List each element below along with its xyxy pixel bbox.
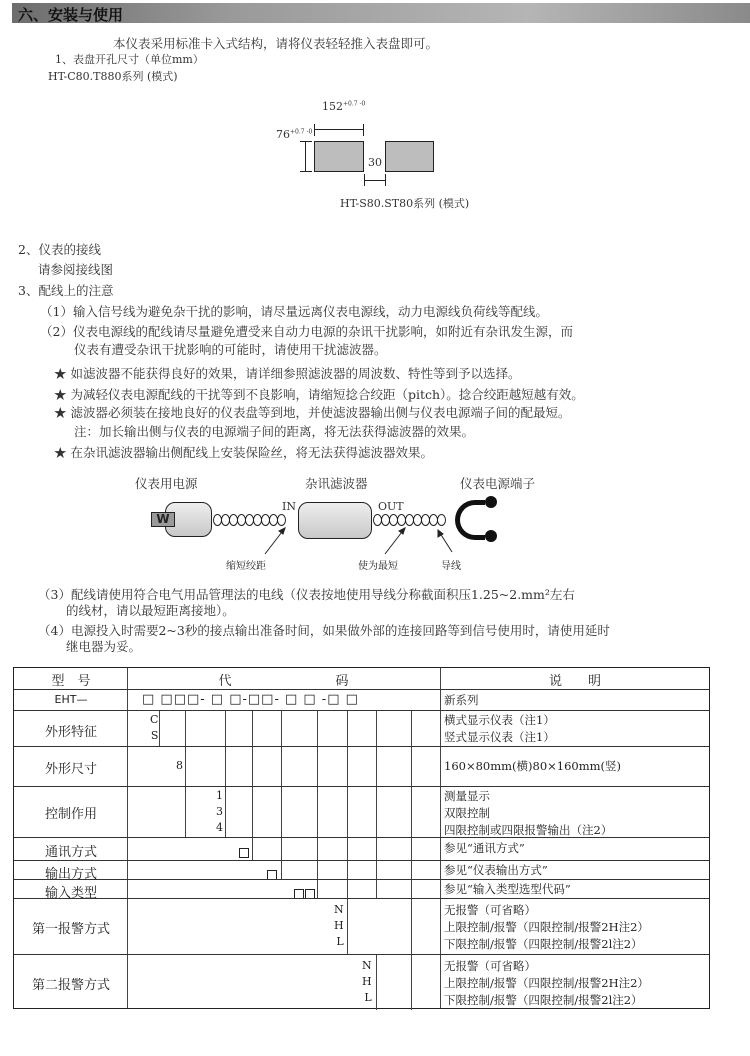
row-label: 输入类型 [44,886,97,901]
model-desc: 新系列 [444,693,479,707]
series1-caption: HT-C80.T880系列 (模式) [48,70,178,83]
row-desc: 参见“通讯方式” [444,841,525,855]
star-note-2: ★ 为减轻仪表电源配线的干扰等到不良影响，请缩短捻合绞距（pitch）。捻合绞距越短越有效。 [54,387,584,402]
row-desc: 无报警（可省略） 上限控制/报警（四限控制/报警2H注2） 下限控制/报警（四限控制/报警2l注2） [444,903,649,951]
table-row [14,710,709,746]
terminal-label: 仪表电源端子 [460,476,536,491]
code-value: 8 [176,759,183,772]
row-label: 第二报警方式 [31,978,110,993]
width-tol: +0.7 -0 [343,100,366,108]
section-title: 六、安装与使用 [18,6,124,24]
star-note-4: ★ 在杂讯滤波器输出侧配线上安装保险丝，将无法获得滤波器效果。 [54,445,433,460]
note-4: （4）电源投入时需要2~3秒的接点输出准备时间，如果做外部的连接回路等到信号使用时，请使用延时 [38,623,610,638]
note-4-cont: 继电器为妥。 [66,639,142,654]
star-text: 滤波器必须装在接地良好的仪表盘等到地，并使滤波器输出侧与仪表电源端子间的配最短。 [70,405,571,420]
table-row [14,954,709,1010]
model-code-table [13,667,710,1009]
row-desc: 横式显示仪表（注1） 竖式显示仪表（注1） [444,713,555,744]
power-w-marker: W [151,512,175,527]
header-model: 型 号 [51,674,91,689]
star-text: 为减轻仪表电源配线的干扰等到不良影响，请缩短捻合绞距（pitch）。捻合绞距越短越有效。 [70,387,584,402]
note-2: （2）仪表电源线的配线请尽量避免遭受来自动力电源的杂讯干扰影响，如附近有杂讯发生源，而 [40,324,573,339]
item3-heading: 3、配线上的注意 [18,283,114,298]
table-row [14,786,709,837]
star-note-3: ★ 滤波器必须装在接地良好的仪表盘等到地，并使滤波器输出侧与仪表电源端子间的配最短。 [54,405,571,420]
note-3: （3）配线请使用符合电气用品管理法的电线（仪表按地使用导线分称截面积压1.25~2.mm²左右 [38,587,575,602]
item1-heading: 1、表盘开孔尺寸（单位mm） [55,53,204,66]
code-value: N H L [334,903,344,948]
arrow-label-shortest: 使为最短 [358,561,398,572]
code-value: N H L [362,959,372,1004]
header-desc: 说 明 [548,674,601,689]
item2-text: 请参阅接线图 [38,262,114,277]
out-label: OUT [378,500,404,513]
star-text: 如滤波器不能获得良好的效果，请详细参照滤波器的周波数、特性等到予以选择。 [70,366,521,381]
note-1: （1）输入信号线为避免杂干扰的影响，请尽量远离仪表电源线，动力电源线负荷线等配线。 [40,304,548,319]
model-prefix: EHT— [54,693,88,706]
arrow-label-twist: 缩短绞距 [226,561,266,572]
intro-text: 本仪表采用标准卡入式结构，请将仪表轻轻推入表盘即可。 [113,36,439,51]
star-note-1: ★ 如滤波器不能获得良好的效果，请详细参照滤波器的周波数、特性等到予以选择。 [54,366,521,381]
height-tol: +0.7 -0 [290,128,313,136]
table-row-model [14,689,709,710]
row-label: 外形特征 [44,725,97,740]
table-row [14,746,709,786]
code-pattern: □ □□□- □ □-□□- □ □ -□ □ [142,692,359,707]
code-value: C S [150,713,159,742]
table-header [14,668,709,689]
star-note-3-remark: 注：加长输出侧与仪表的电源端子间的距离，将无法获得滤波器的效果。 [74,424,475,439]
row-desc: 参见“输入类型选型代码” [444,882,571,896]
filter-label: 杂讯滤波器 [305,476,368,491]
arrow-label-wire: 导线 [441,561,461,572]
in-label: IN [282,500,296,513]
row-desc: 参见“仪表输出方式” [444,863,548,877]
code-value: 1 3 4 [216,789,223,834]
table-row [14,898,709,954]
star-text: 在杂讯滤波器输出侧配线上安装保险丝，将无法获得滤波器效果。 [70,445,433,460]
table-row [14,860,709,882]
row-desc: 无报警（可省略） 上限控制/报警（四限控制/报警2H注2） 下限控制/报警（四限控制/报警2l注2） [444,959,649,1007]
height-dim: 76 [276,128,290,141]
note-2-cont: 仪表有遭受杂讯干扰影响的可能时，请使用干扰滤波器。 [74,342,387,357]
row-desc: 测量显示 双限控制 四限控制或四限报警输出（注2） [444,789,613,837]
header-code: 代 码 [218,674,349,689]
table-row [14,879,709,901]
row-label: 控制作用 [44,807,97,822]
table-row [14,837,709,860]
gap-dim: 30 [368,156,382,169]
row-desc: 160×80mm(横)80×160mm(竖) [444,759,622,773]
power-label: 仪表用电源 [135,476,198,491]
row-label: 输出方式 [44,867,97,882]
series2-caption: HT-S80.ST80系列 (模式) [340,197,470,210]
row-label: 通讯方式 [44,845,97,860]
code-box [239,848,249,858]
item2-heading: 2、仪表的接线 [18,242,101,257]
row-label: 外形尺寸 [44,762,97,777]
row-label: 第一报警方式 [31,922,110,937]
note-3-cont: 的线材，请以最短距离接地）。 [66,603,235,618]
width-dim: 152 [322,100,343,113]
